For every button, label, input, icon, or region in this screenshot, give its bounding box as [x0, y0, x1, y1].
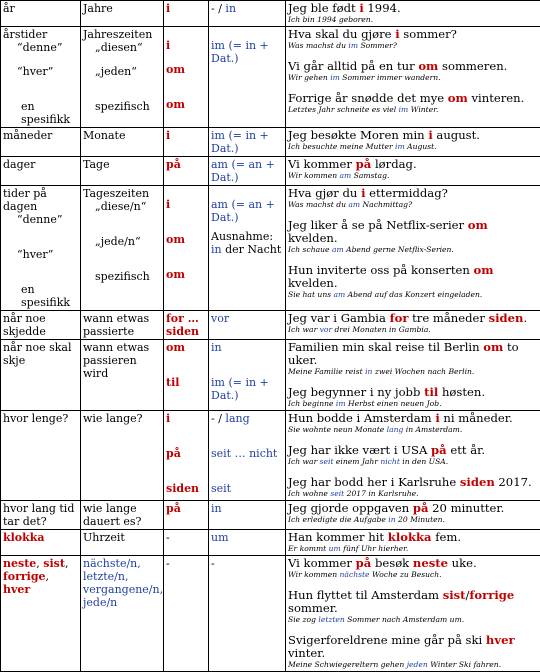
table-row	[1, 340, 540, 411]
cell-examples	[286, 128, 540, 157]
cell-de: Jahreszeiten „diesen“ „jeden“ spezifisch	[81, 27, 164, 128]
example-norwegian: Hun inviterte oss på konserten om kvelden.	[288, 264, 538, 290]
cell-no: måneder	[1, 128, 81, 157]
example-norwegian: Hun bodde i Amsterdam i ni måneder.	[288, 412, 538, 425]
cell-de: wann etwas passieren wird	[81, 340, 164, 411]
example-norwegian: Forrige år snødde det mye om vinteren.	[288, 92, 538, 105]
example-german: Ich war vor drei Monaten in Gambia.	[288, 325, 538, 335]
example-german: Wir gehen im Sommer immer wandern.	[288, 73, 538, 83]
cell-prep-de: um	[209, 530, 286, 556]
example-german: Wir kommen nächste Woche zu Besuch.	[288, 570, 538, 580]
table-row	[1, 530, 540, 556]
example-german: Meine Familie reist in zwei Wochen nach Berlin.	[288, 367, 538, 377]
cell-examples	[286, 1, 540, 27]
cell-examples	[286, 556, 540, 672]
example-german: Ich war seit einem Jahr nicht in den USA.	[288, 457, 538, 467]
cell-de: wann etwas passierte	[81, 311, 164, 340]
cell-no: når noe skjedde	[1, 311, 81, 340]
cell-prep-de: - / lang seit … nicht seit	[209, 411, 286, 501]
table-row	[1, 311, 540, 340]
cell-examples	[286, 340, 540, 411]
cell-de: wie lange?	[81, 411, 164, 501]
example-norwegian: Hun flyttet til Amsterdam sist/forrige sommer.	[288, 589, 538, 615]
cell-no: klokka	[1, 530, 81, 556]
example-norwegian: Hva skal du gjøre i sommer?	[288, 28, 538, 41]
example-german: Was machst du am Nachmittag?	[288, 200, 538, 210]
example-norwegian: Jeg har ikke vært i USA på ett år.	[288, 444, 538, 457]
cell-no: tider på dagen “denne” “hver” en spesifikk	[1, 186, 81, 311]
cell-de: wie lange dauert es?	[81, 501, 164, 530]
cell-prep: i	[164, 1, 209, 27]
example-norwegian: Vi går alltid på en tur om sommeren.	[288, 60, 538, 73]
cell-no: år	[1, 1, 81, 27]
cell-no: hvor lang tid tar det?	[1, 501, 81, 530]
cell-prep: for … siden	[164, 311, 209, 340]
table-row	[1, 128, 540, 157]
cell-prep-de: - / in	[209, 1, 286, 27]
cell-de: Jahre	[81, 1, 164, 27]
cell-prep-de: in	[209, 501, 286, 530]
cell-de: Tage	[81, 157, 164, 186]
example-german: Sie wohnte neun Monate lang in Amsterdam.	[288, 425, 538, 435]
cell-examples	[286, 157, 540, 186]
cell-prep: i om om	[164, 186, 209, 311]
example-norwegian: Jeg besøkte Moren min i august.	[288, 129, 538, 142]
cell-prep: -	[164, 556, 209, 672]
example-norwegian: Jeg har bodd her i Karlsruhe siden 2017.	[288, 476, 538, 489]
example-norwegian: Vi kommer på lørdag.	[288, 158, 538, 171]
cell-prep: på	[164, 501, 209, 530]
table-row	[1, 186, 540, 311]
example-german: Ich besuchte meine Mutter im August.	[288, 142, 538, 152]
cell-examples	[286, 530, 540, 556]
cell-no: når noe skal skje	[1, 340, 81, 411]
cell-prep-de: am (= an + Dat.) Ausnahme: in der Nacht	[209, 186, 286, 311]
cell-prep: i på siden	[164, 411, 209, 501]
example-german: Ich wohne seit 2017 in Karlsruhe.	[288, 489, 538, 499]
example-german: Ich beginne im Herbst einen neuen Job.	[288, 399, 538, 409]
cell-prep-de: -	[209, 556, 286, 672]
example-german: Sie zog letzten Sommer nach Amsterdam um.	[288, 615, 538, 625]
cell-prep-de: am (= an + Dat.)	[209, 157, 286, 186]
example-german: Er kommt um fünf Uhr hierher.	[288, 544, 538, 554]
table-row	[1, 411, 540, 501]
cell-de: Uhrzeit	[81, 530, 164, 556]
example-norwegian: Svigerforeldrene mine går på ski hver vinter.	[288, 634, 538, 660]
cell-de: nächste/n, letzte/n, vergangene/n, jede/n	[81, 556, 164, 672]
cell-no: neste, sist, forrige, hver	[1, 556, 81, 672]
cell-prep-de: vor	[209, 311, 286, 340]
exception-note: in der Nacht	[211, 243, 283, 256]
cell-de: Monate	[81, 128, 164, 157]
example-norwegian: Jeg begynner i ny jobb til høsten.	[288, 386, 538, 399]
cell-prep-de: in im (= in + Dat.)	[209, 340, 286, 411]
example-norwegian: Jeg ble født i 1994.	[288, 2, 538, 15]
cell-examples	[286, 501, 540, 530]
cell-no: årstider “denne” “hver” en spesifikk	[1, 27, 81, 128]
cell-examples	[286, 27, 540, 128]
table-row	[1, 556, 540, 672]
cell-prep-de: im (= in + Dat.)	[209, 128, 286, 157]
example-german: Ich erledigte die Aufgabe in 20 Minuten.	[288, 515, 538, 525]
example-norwegian: Hva gjør du i ettermiddag?	[288, 187, 538, 200]
example-german: Was machst du im Sommer?	[288, 41, 538, 51]
cell-prep-de: im (= in + Dat.)	[209, 27, 286, 128]
example-norwegian: Vi kommer på besøk neste uke.	[288, 557, 538, 570]
example-german: Wir kommen am Samstag.	[288, 171, 538, 181]
cell-prep: på	[164, 157, 209, 186]
cell-prep: om til	[164, 340, 209, 411]
example-german: Sie hat uns am Abend auf das Konzert eingeladen.	[288, 290, 538, 300]
cell-de: Tageszeiten „diese/n“ „jede/n“ spezifisch	[81, 186, 164, 311]
example-german: Meine Schwiegereltern gehen jeden Winter Ski fahren.	[288, 660, 538, 670]
table-row	[1, 501, 540, 530]
cell-examples	[286, 186, 540, 311]
cell-prep: i	[164, 128, 209, 157]
cell-no: hvor lenge?	[1, 411, 81, 501]
example-norwegian: Jeg var i Gambia for tre måneder siden.	[288, 312, 538, 325]
table-row	[1, 157, 540, 186]
example-german: Ich schaue am Abend gerne Netflix-Serien.	[288, 245, 538, 255]
table-row	[1, 1, 540, 27]
table-row	[1, 27, 540, 128]
example-norwegian: Jeg gjorde oppgaven på 20 minutter.	[288, 502, 538, 515]
example-german: Letztes Jahr schneite es viel im Winter.	[288, 105, 538, 115]
cell-no: dager	[1, 157, 81, 186]
cell-prep: -	[164, 530, 209, 556]
cell-examples	[286, 311, 540, 340]
example-norwegian: Han kommer hit klokka fem.	[288, 531, 538, 544]
cell-prep: i om om	[164, 27, 209, 128]
example-german: Ich bin 1994 geboren.	[288, 15, 538, 25]
cell-examples	[286, 411, 540, 501]
example-norwegian: Jeg liker å se på Netflix-serier om kvelden.	[288, 219, 538, 245]
example-norwegian: Familien min skal reise til Berlin om to uker.	[288, 341, 538, 367]
